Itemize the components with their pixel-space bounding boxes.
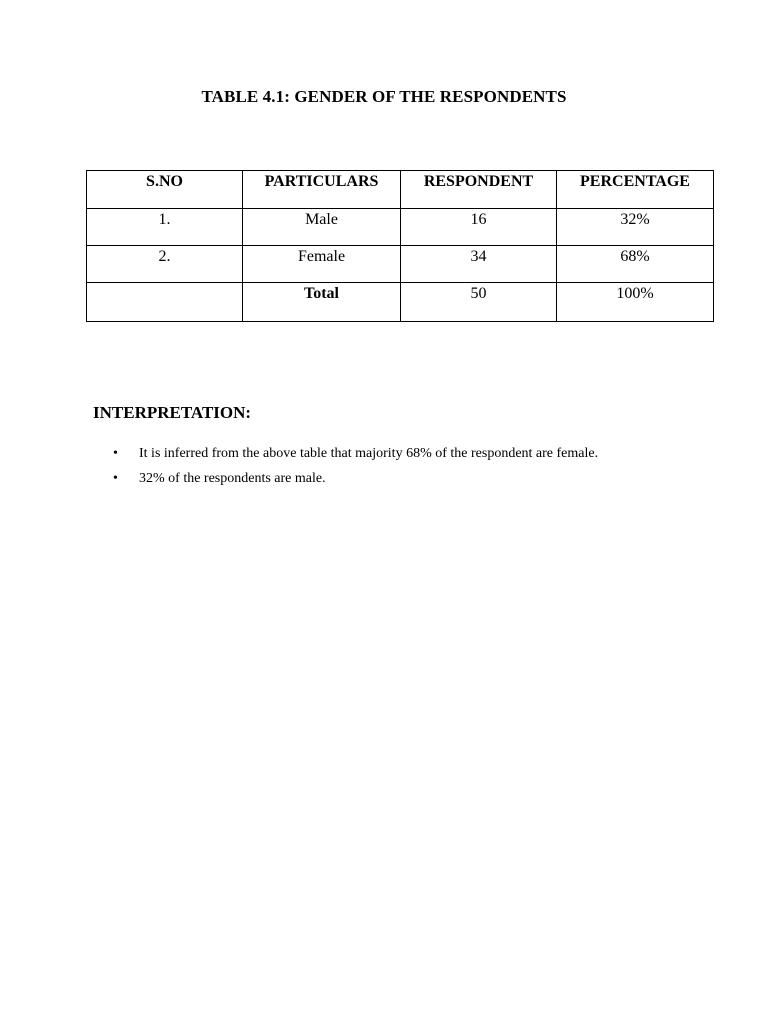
interpretation-point: 32% of the respondents are male. — [139, 471, 326, 486]
gender-table — [86, 170, 714, 322]
cell-respondent: 34 — [401, 246, 557, 283]
interpretation-point: It is inferred from the above table that majority 68% of the respondent are female. — [139, 446, 599, 461]
list-item — [110, 445, 598, 462]
list-item — [110, 470, 598, 487]
header-sno: S.NO — [87, 171, 243, 209]
table-total-row — [87, 283, 714, 322]
table-row — [87, 246, 714, 283]
header-respondent: RESPONDENT — [401, 171, 557, 209]
total-percentage: 100% — [557, 283, 714, 322]
interpretation-heading: INTERPRETATION: — [93, 403, 252, 422]
cell-sno: 1. — [87, 209, 243, 246]
total-respondent: 50 — [401, 283, 557, 322]
page-title: TABLE 4.1: GENDER OF THE RESPONDENTS — [201, 87, 567, 106]
cell-respondent: 16 — [401, 209, 557, 246]
bullet-icon: • — [113, 446, 118, 461]
cell-sno: 2. — [87, 246, 243, 283]
interpretation-list — [110, 445, 598, 495]
table-header-row — [87, 171, 714, 209]
header-percentage: PERCENTAGE — [557, 171, 714, 209]
total-label: Total — [243, 283, 401, 322]
cell-sno — [87, 283, 243, 322]
bullet-icon: • — [113, 471, 118, 486]
table-row — [87, 209, 714, 246]
cell-percentage: 32% — [557, 209, 714, 246]
header-particulars: PARTICULARS — [243, 171, 401, 209]
cell-particulars: Male — [243, 209, 401, 246]
cell-percentage: 68% — [557, 246, 714, 283]
cell-particulars: Female — [243, 246, 401, 283]
